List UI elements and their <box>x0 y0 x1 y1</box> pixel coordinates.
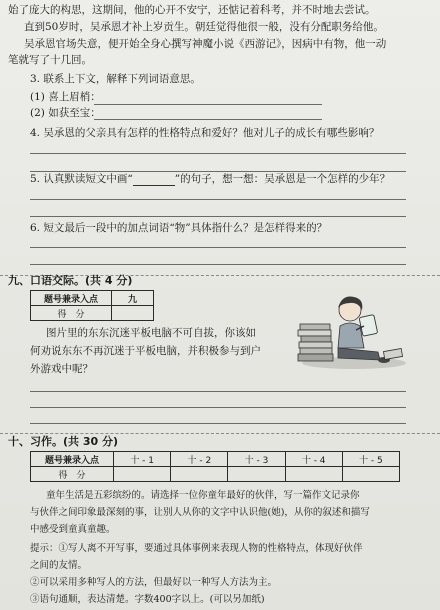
question-3-prompt: 3. 联系上下文，解释下列词语意思。 <box>30 73 201 85</box>
score-cell[interactable] <box>228 467 285 482</box>
question-3-b-answer-line[interactable] <box>94 119 322 120</box>
question-5-prompt-start: 5. 认真默读短文中画“ <box>30 173 133 185</box>
tip-1-continued: 之间的友情。 <box>30 560 88 571</box>
tip-3: ③语句通顺，表达清楚。字数400字以上。(可以另加纸) <box>30 594 265 605</box>
score-cell[interactable] <box>171 467 228 482</box>
section-9-answer-line-1[interactable] <box>30 391 406 392</box>
loose-book <box>383 348 402 359</box>
book-stack <box>298 324 333 361</box>
score-cell-9[interactable] <box>112 306 154 321</box>
question-4-answer-line-2[interactable] <box>30 171 406 172</box>
score-row-label: 得 分 <box>31 306 112 321</box>
score-table-column-9: 九 <box>112 291 154 306</box>
section-9-text-line-3: 外游戏中呢？ <box>30 363 93 375</box>
passage-line-1: 始了庞大的构思，这期间，他的心开不安宁，还惦记着科考，并不时地去尝试。 <box>8 4 376 16</box>
section-10-title: 十、习作。(共 30 分) <box>8 435 119 448</box>
section-10-score-table <box>30 451 400 482</box>
question-3-a-label: (1) 喜上眉梢： <box>30 91 101 103</box>
section-9-text-line-1: 图片里的东东沉迷平板电脑不可自拔，你该如 <box>46 327 256 339</box>
score-row-label: 得 分 <box>31 467 114 482</box>
question-4-answer-line-1[interactable] <box>30 153 406 154</box>
question-6-answer-line-1[interactable] <box>30 247 406 248</box>
section-10-prompt-line-2: 与伙伴之间印象最深刻的事，让别人从你的文字中认识他(她)，从你的叙述和描写 <box>30 507 370 518</box>
score-table-header: 题号兼录入点 <box>31 291 112 306</box>
question-5-prompt <box>30 173 390 186</box>
question-6-prompt: 6. 短文最后一段中的加点词语“物”具体指什么？是怎样得来的？ <box>30 222 328 234</box>
section-10-prompt-line-3: 中感受到童真童趣。 <box>30 524 116 535</box>
score-table-column: 十 - 2 <box>171 452 228 467</box>
boy-figure <box>338 296 390 363</box>
section-9-text-line-2: 何劝说东东不再沉迷于平板电脑，并积极参与到户 <box>30 345 261 357</box>
boy-with-tablet-illustration <box>292 286 408 370</box>
section-10-prompt-line-1: 童年生活是五彩缤纷的。请选择一位你童年最好的伙伴，写一篇作文记录你 <box>46 490 360 501</box>
score-cell[interactable] <box>285 467 342 482</box>
section-9-score-table <box>30 290 154 321</box>
score-table-column: 十 - 1 <box>114 452 171 467</box>
question-5-prompt-end: ”的句子，想一想：吴承恩是一个怎样的少年？ <box>174 173 391 185</box>
tip-2: ②可以采用多种写人的方法，但最好以一种写人方法为主。 <box>30 577 278 588</box>
score-cell[interactable] <box>114 467 171 482</box>
section-9-title: 九、口语交际。(共 4 分) <box>8 274 133 287</box>
score-table-header: 题号兼录入点 <box>31 452 114 467</box>
section-9-answer-line-3[interactable] <box>30 423 406 424</box>
score-table-column: 十 - 4 <box>285 452 342 467</box>
question-6-answer-line-2[interactable] <box>30 264 406 265</box>
question-3-b-label: (2) 如获至宝： <box>30 107 101 119</box>
question-5-answer-line-1[interactable] <box>30 199 406 200</box>
score-table-column: 十 - 5 <box>342 452 399 467</box>
passage-line-2: 直到50岁时，吴承恩才补上岁贡生。朝廷觉得他很一般，没有分配职务给他。 <box>24 21 384 33</box>
tip-1: 提示：①写人离不开写事，要通过具体事例来表现人物的性格特点，体现好伙伴 <box>30 543 363 554</box>
question-5-answer-line-2[interactable] <box>30 216 406 217</box>
passage-line-3: 吴承恩官场失意，便开始全身心撰写神魔小说《西游记》，因病中有物，他一动 <box>24 38 387 50</box>
question-3-a-answer-line[interactable] <box>94 104 322 105</box>
score-table-column: 十 - 3 <box>228 452 285 467</box>
question-4-prompt: 4. 吴承恩的父亲具有怎样的性格特点和爱好？他对儿子的成长有哪些影响？ <box>30 127 380 139</box>
section-9-answer-line-2[interactable] <box>30 407 406 408</box>
passage-line-4: 笔就写了十几回。 <box>8 54 92 66</box>
score-cell[interactable] <box>342 467 399 482</box>
underline-marker <box>133 175 175 186</box>
